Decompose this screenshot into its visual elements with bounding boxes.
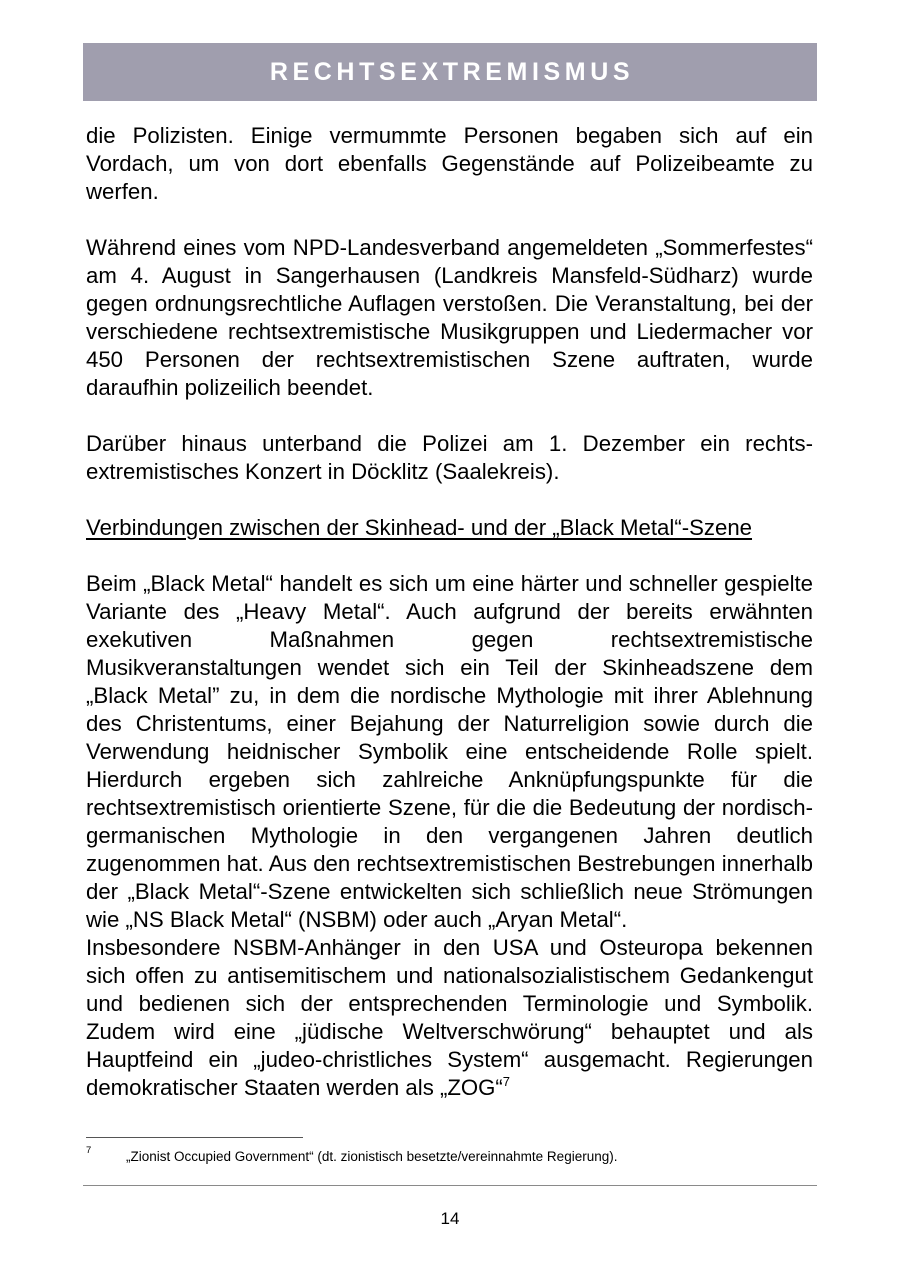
paragraph: Beim „Black Metal“ handelt es sich um eine härter und schneller gespielte Variante des „Heavy Metal“. Auch aufgrund der bereits erwähnten exekutiven Maßnahmen gegen rechtsextremistische Musikveranstaltungen wendet sich ein Teil der Skinheadszene dem „Black Metal” zu, in dem die nordische Mythologie mit ihrer Ablehnung des Christentums, einer Bejahung der Naturreligion sowie durch die Verwendung heidnischer Symbolik eine entscheidende Rolle spielt. Hierdurch ergeben sich zahlreiche Anknüpfungspunkte für die rechtsextremistisch orientierte Szene, für die die Bedeutung der nordisch-germanischen Mythologie in den vergangenen Jahren deutlich zugenommen hat. Aus den rechtsextremistischen Bestrebungen innerhalb der „Black Metal“-Szene entwickelten sich schließlich neue Strömungen wie „NS Black Metal“ (NSBM) oder auch „Aryan Metal“. — [86, 571, 813, 932]
paragraph-with-footnote — [86, 934, 813, 1102]
footnote-number: 7 — [86, 1145, 92, 1156]
paragraph: Während eines vom NPD-Landesverband angemeldeten „Sommerfestes“ am 4. August in Sangerhausen (Landkreis Mansfeld-Südharz) wurde gegen ordnungsrechtliche Auflagen verstoßen. Die Veranstaltung, bei der verschiedene rechtsextremistische Musikgruppen und Liedermacher vor 450 Personen der rechtsextremistischen Szene auftraten, wurde daraufhin polizeilich beendet. — [86, 235, 813, 400]
paragraph: die Polizisten. Einige vermummte Personen begaben sich auf ein Vordach, um von dort ebenfalls Gegenstände auf Polizeibeamte zu werfen. — [86, 123, 813, 204]
paragraph-spacer — [86, 402, 813, 430]
footnote-separator — [86, 1137, 303, 1138]
page-header-title: RECHTSEXTREMISMUS — [269, 57, 635, 86]
footnote-text: „Zionist Occupied Government“ (dt. zionistisch besetzte/vereinnahmte Regierung). — [126, 1149, 618, 1164]
page-header-bar — [83, 43, 817, 101]
paragraph: Darüber hinaus unterband die Polizei am 1. Dezember ein rechtsextremistisches Konzert in Döcklitz (Saalekreis). — [86, 431, 813, 484]
paragraph-text: Insbesondere NSBM-Anhänger in den USA und Osteuropa bekennen sich offen zu antisemitischem und nationalsozialistischem Gedankengut und bedienen sich der entsprechenden Terminologie und Symbolik. Zudem wird eine „jüdische Weltverschwörung“ behauptet und als Hauptfeind ein „judeo-christliches System“ ausgemacht. Regierungen demokratischer Staaten werden als „ZOG“ — [86, 935, 813, 1100]
footnote-reference[interactable]: 7 — [502, 1074, 511, 1089]
section-heading: Verbindungen zwischen der Skinhead- und der „Black Metal“-Szene — [86, 515, 753, 540]
paragraph-spacer — [86, 486, 813, 514]
paragraph-spacer — [86, 206, 813, 234]
footer-divider — [83, 1185, 817, 1186]
paragraph-spacer — [86, 542, 813, 570]
main-content — [86, 122, 813, 1102]
page-number: 14 — [440, 1209, 460, 1228]
